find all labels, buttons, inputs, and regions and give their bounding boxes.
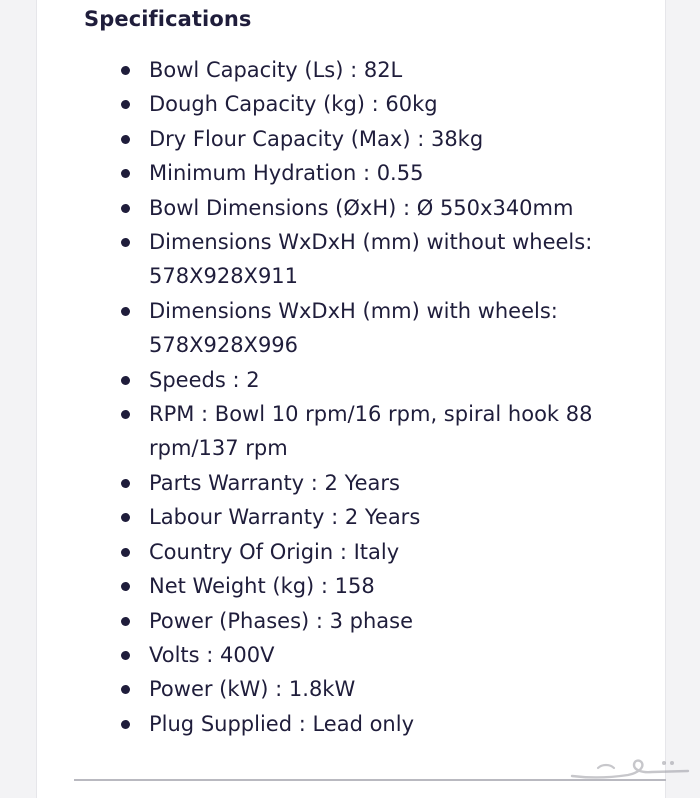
spec-text: RPM : Bowl 10 rpm/16 rpm, spiral hook 88 rpm/137 rpm <box>149 402 593 461</box>
bullet-icon <box>121 66 130 75</box>
spec-item-power-kw <box>0 672 610 706</box>
bullet-icon <box>121 169 130 178</box>
bullet-icon <box>121 479 130 488</box>
bullet-icon <box>121 548 130 557</box>
bullet-icon <box>121 100 130 109</box>
specifications-list <box>0 53 610 741</box>
spec-text: Dry Flour Capacity (Max) : 38kg <box>149 126 484 151</box>
spec-item-volts <box>0 638 610 672</box>
spec-item-speeds <box>0 363 610 397</box>
spec-item-dough-capacity <box>0 87 610 121</box>
spec-text: Net Weight (kg) : 158 <box>149 574 375 599</box>
bullet-icon <box>121 135 130 144</box>
bullet-icon <box>121 651 130 660</box>
bullet-icon <box>121 617 130 626</box>
spec-item-power-phases <box>0 604 610 638</box>
bullet-icon <box>121 685 130 694</box>
spec-text: Power (kW) : 1.8kW <box>149 677 356 702</box>
bullet-icon <box>121 204 130 213</box>
bullet-icon <box>121 720 130 729</box>
specifications-heading: Specifications <box>84 7 252 31</box>
spec-text: Parts Warranty : 2 Years <box>149 470 400 495</box>
spec-text: Labour Warranty : 2 Years <box>149 505 421 530</box>
spec-text: Dimensions WxDxH (mm) without wheels: 578X928X911 <box>149 230 593 289</box>
spec-item-dry-flour-capacity <box>0 122 610 156</box>
bullet-icon <box>121 238 130 247</box>
spec-item-net-weight <box>0 569 610 603</box>
bullet-icon <box>121 410 130 419</box>
spec-item-bowl-dimensions <box>0 191 610 225</box>
spec-text: Country Of Origin : Italy <box>149 539 400 564</box>
spec-item-plug-supplied <box>0 707 610 741</box>
spec-item-bowl-capacity <box>0 53 610 87</box>
spec-item-parts-warranty <box>0 466 610 500</box>
spec-text: Dough Capacity (kg) : 60kg <box>149 92 438 117</box>
spec-item-labour-warranty <box>0 500 610 534</box>
haraj-logo-watermark-icon <box>568 754 694 782</box>
spec-text: Power (Phases) : 3 phase <box>149 608 414 633</box>
spec-item-dimensions-without-wheels <box>0 225 610 294</box>
spec-text: Minimum Hydration : 0.55 <box>149 161 424 186</box>
spec-text: Plug Supplied : Lead only <box>149 711 415 736</box>
spec-text: Bowl Capacity (Ls) : 82L <box>149 58 403 82</box>
spec-text: Speeds : 2 <box>149 367 260 392</box>
spec-text: Volts : 400V <box>149 642 275 667</box>
bullet-icon <box>121 376 130 385</box>
bullet-icon <box>121 307 130 316</box>
spec-item-dimensions-with-wheels <box>0 294 610 363</box>
bullet-icon <box>121 582 130 591</box>
spec-item-rpm <box>0 397 610 466</box>
spec-text: Bowl Dimensions (ØxH) : Ø 550x340mm <box>149 195 574 220</box>
spec-text: Dimensions WxDxH (mm) with wheels: 578X928X996 <box>149 298 558 358</box>
bullet-icon <box>121 513 130 522</box>
spec-item-minimum-hydration <box>0 156 610 190</box>
spec-item-country-of-origin <box>0 535 610 569</box>
